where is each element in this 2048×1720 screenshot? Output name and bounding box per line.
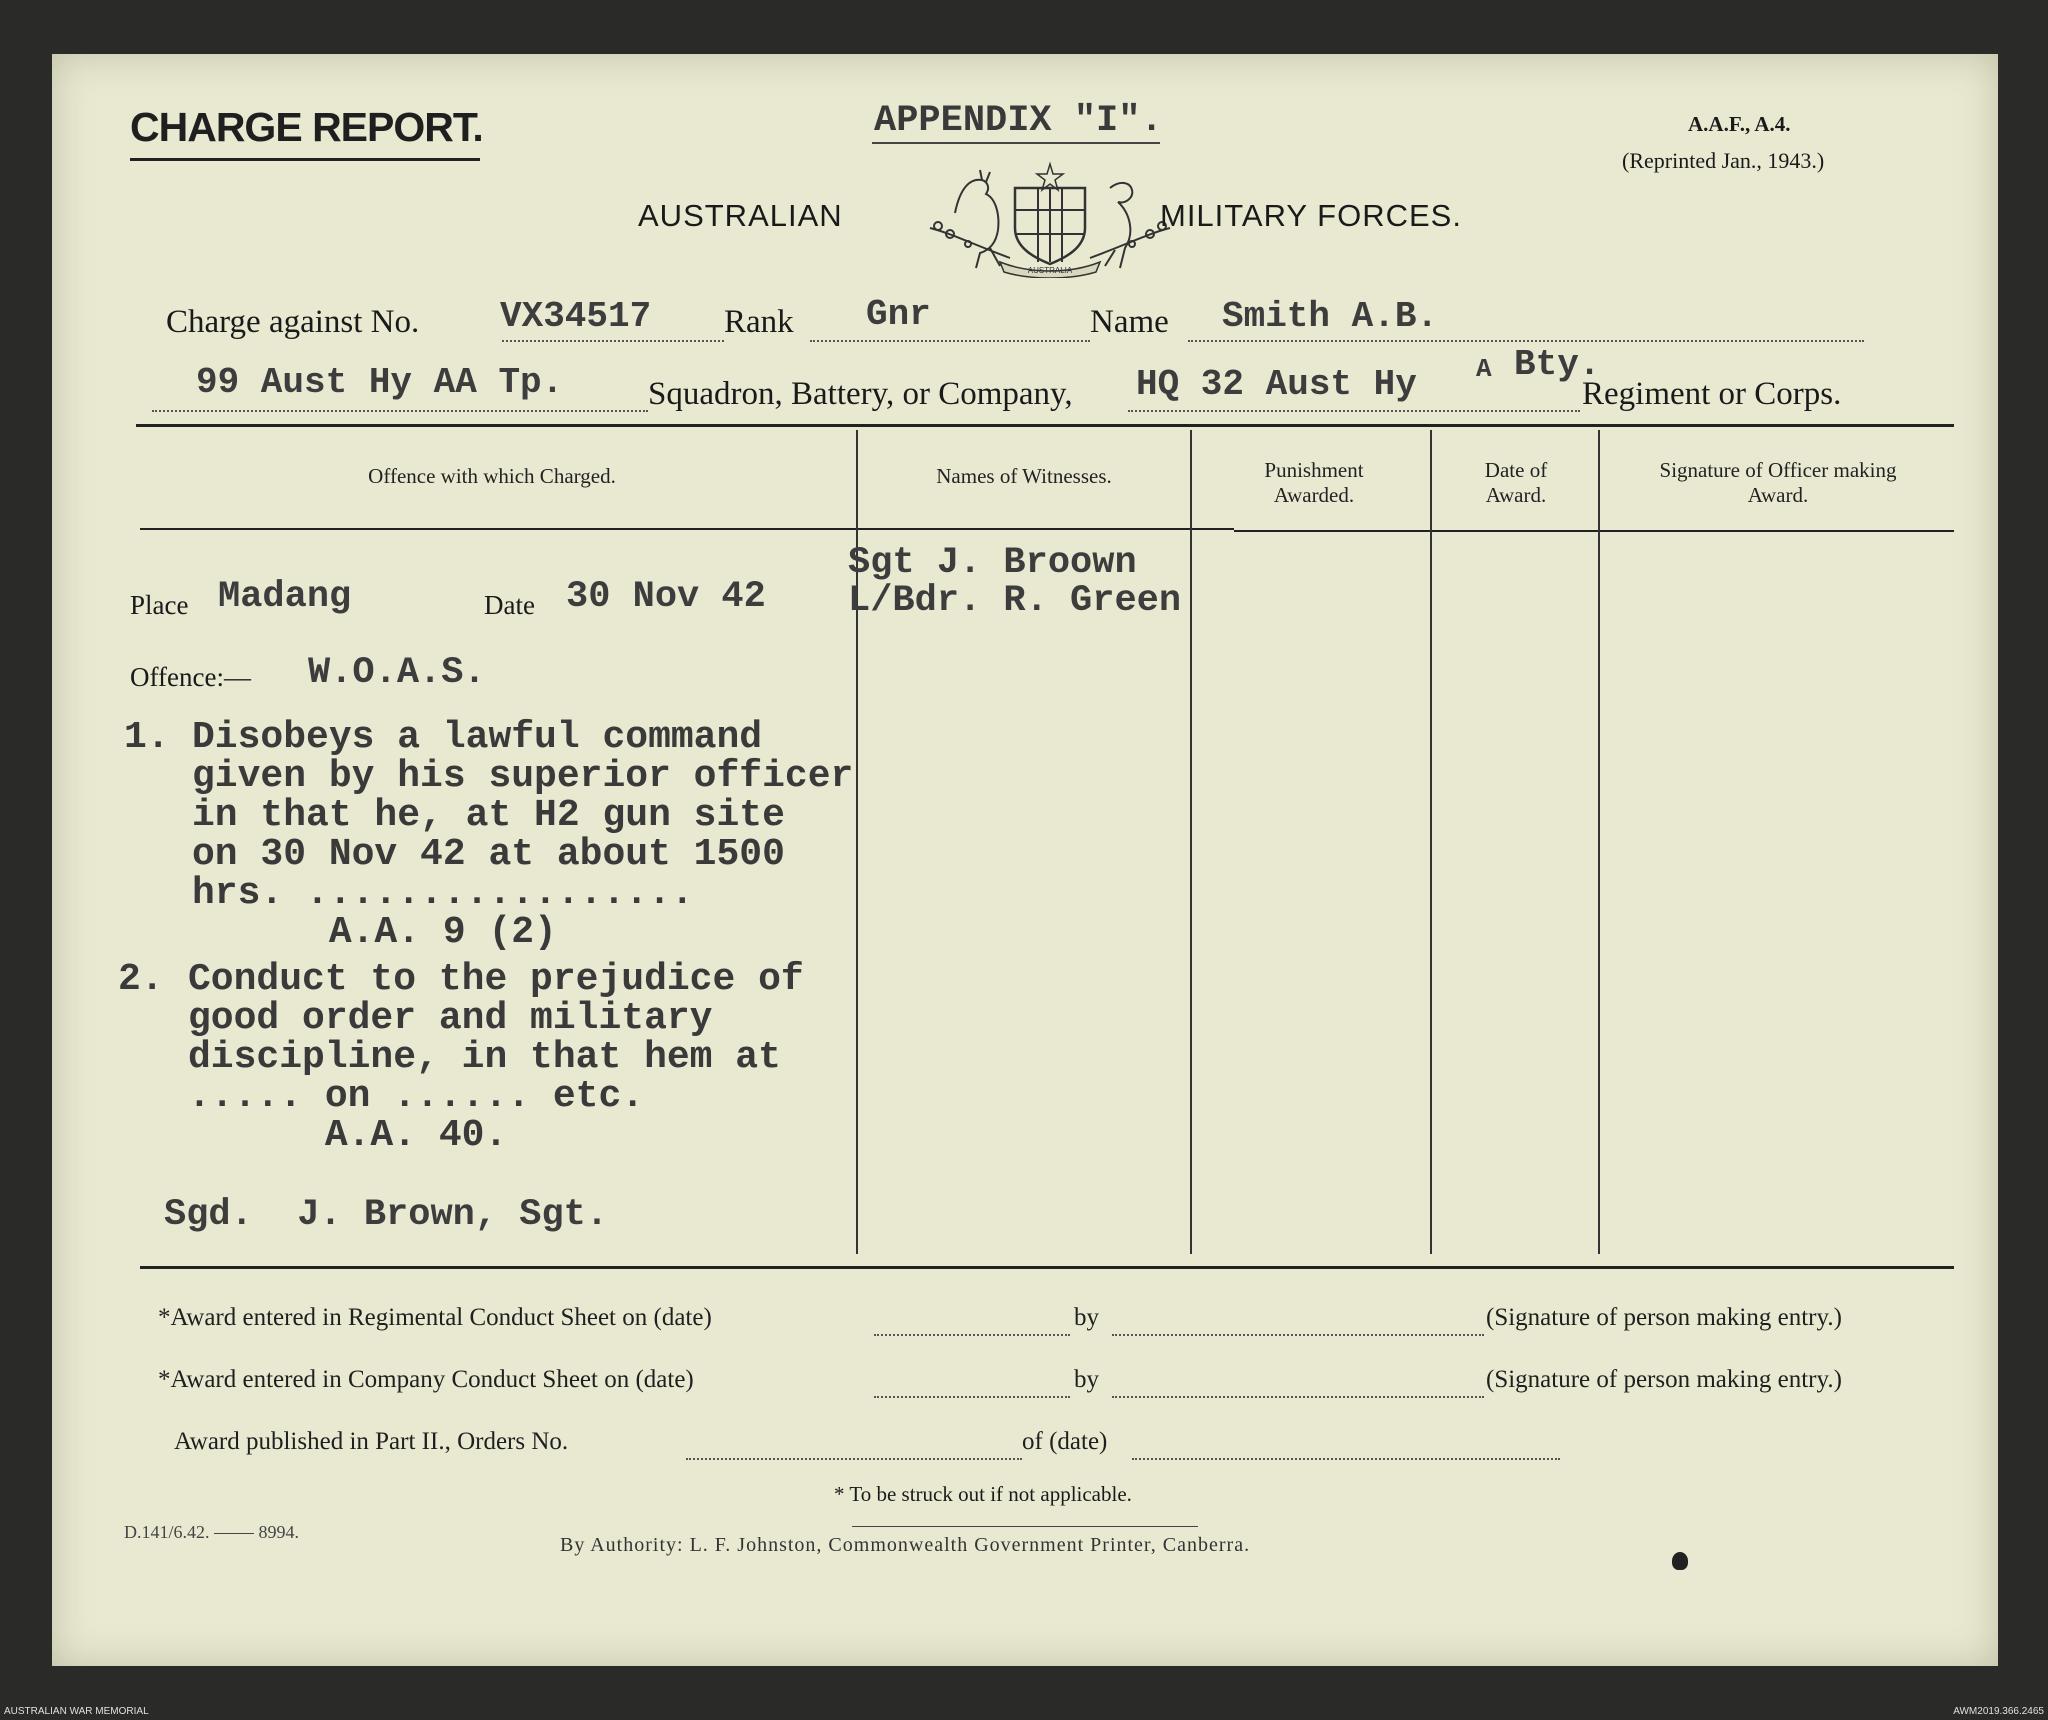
crest-motto: AUSTRALIA bbox=[1027, 266, 1073, 275]
caption-right: AWM2019.366.2465 bbox=[1953, 1706, 2044, 1717]
regimental-date-field bbox=[874, 1334, 1070, 1336]
appendix-stamp: APPENDIX "I". bbox=[874, 100, 1163, 142]
published-date-label: of (date) bbox=[1022, 1428, 1108, 1455]
orders-number-field bbox=[686, 1458, 1022, 1460]
name-label: Name bbox=[1090, 304, 1169, 340]
item2-line: good order and military bbox=[188, 997, 713, 1040]
item1-line: in that he, at H2 gun site bbox=[192, 794, 785, 837]
org-left: AUSTRALIAN bbox=[638, 198, 843, 233]
item1-number: 1. bbox=[124, 716, 170, 759]
regiment-value: HQ 32 Aust Hy bbox=[1136, 364, 1417, 405]
regimental-signature-label: (Signature of person making entry.) bbox=[1486, 1304, 1842, 1331]
item1-line: Disobeys a lawful command bbox=[192, 716, 763, 759]
company-signature-field bbox=[1112, 1396, 1484, 1398]
regimental-entry-label: *Award entered in Regimental Conduct Sheet on (date) bbox=[158, 1304, 712, 1331]
column-divider-2 bbox=[1190, 430, 1192, 1254]
date-value: 30 Nov 42 bbox=[566, 576, 766, 618]
service-number: VX34517 bbox=[500, 296, 652, 337]
item1-line: given by his superior officer bbox=[192, 755, 854, 798]
rank-value: Gnr bbox=[866, 294, 931, 335]
regiment-superscript: A bbox=[1476, 354, 1492, 384]
table-top-rule bbox=[136, 424, 1954, 427]
company-by-label: by bbox=[1074, 1366, 1099, 1393]
item1-line: A.A. 9 (2) bbox=[192, 911, 557, 954]
column-divider-4 bbox=[1598, 430, 1600, 1254]
charge-label: Charge against No. bbox=[166, 304, 420, 340]
regiment-underline bbox=[1128, 410, 1580, 412]
unit-underline bbox=[152, 410, 648, 412]
regimental-by-label: by bbox=[1074, 1304, 1099, 1331]
offence-label: Offence:— bbox=[130, 662, 251, 692]
title-underline bbox=[130, 158, 480, 161]
signed-by: Sgd. J. Brown, Sgt. bbox=[164, 1194, 609, 1236]
company-signature-label: (Signature of person making entry.) bbox=[1486, 1366, 1842, 1393]
org-right: MILITARY FORCES. bbox=[1160, 198, 1462, 233]
reprint-note: (Reprinted Jan., 1943.) bbox=[1622, 148, 1825, 173]
place-label: Place bbox=[130, 590, 189, 620]
item1-line: on 30 Nov 42 at about 1500 bbox=[192, 833, 785, 876]
unit-value: 99 Aust Hy AA Tp. bbox=[196, 362, 564, 403]
item2-line: Conduct to the prejudice of bbox=[188, 958, 804, 1001]
rank-underline bbox=[810, 340, 1090, 342]
header-rule-left bbox=[140, 528, 1234, 530]
item2-text bbox=[188, 960, 804, 1155]
regiment-label: Regiment or Corps. bbox=[1582, 376, 1842, 412]
header-date: Date of Award. bbox=[1484, 458, 1548, 507]
charge-report-form bbox=[52, 54, 1998, 1666]
item1-line: hrs. ................. bbox=[192, 872, 694, 915]
header-signature: Signature of Officer making Award. bbox=[1659, 458, 1897, 507]
strike-out-note: * To be struck out if not applicable. bbox=[834, 1482, 1132, 1506]
squadron-label: Squadron, Battery, or Company, bbox=[648, 376, 1073, 412]
rank-label: Rank bbox=[724, 304, 794, 340]
offence-code: W.O.A.S. bbox=[308, 652, 486, 694]
table-bottom-rule bbox=[140, 1266, 1954, 1269]
form-title: CHARGE REPORT. bbox=[130, 104, 483, 150]
header-rule-right bbox=[1234, 530, 1954, 532]
caption-left: AUSTRALIAN WAR MEMORIAL bbox=[4, 1706, 149, 1717]
item1-text bbox=[192, 718, 853, 952]
item2-line: A.A. 40. bbox=[188, 1114, 508, 1157]
witness-1: Sgt J. Broown bbox=[848, 542, 1137, 584]
company-date-field bbox=[874, 1396, 1070, 1398]
column-divider-3 bbox=[1430, 430, 1432, 1254]
header-witnesses: Names of Witnesses. bbox=[936, 464, 1112, 488]
witness-2: L/Bdr. R. Green bbox=[848, 580, 1182, 622]
header-punishment: Punishment Awarded. bbox=[1264, 458, 1364, 507]
coat-of-arms-icon bbox=[910, 158, 1190, 278]
place-value: Madang bbox=[218, 576, 352, 618]
appendix-underline bbox=[872, 142, 1160, 144]
authority-line: By Authority: L. F. Johnston, Commonwealth Government Printer, Canberra. bbox=[560, 1534, 1251, 1556]
print-code-b: 8994. bbox=[258, 1522, 299, 1542]
published-label: Award published in Part II., Orders No. bbox=[174, 1428, 569, 1455]
published-date-field bbox=[1132, 1458, 1560, 1460]
header-offence: Offence with which Charged. bbox=[368, 464, 616, 488]
item2-line: discipline, in that hem at bbox=[188, 1036, 781, 1079]
form-code: A.A.F., A.4. bbox=[1688, 112, 1791, 136]
name-value: Smith A.B. bbox=[1222, 296, 1439, 337]
item2-number: 2. bbox=[118, 958, 164, 1001]
print-code-a: D.141/6.42. bbox=[124, 1522, 210, 1542]
regimental-signature-field bbox=[1112, 1334, 1484, 1336]
regiment-tail: Bty. bbox=[1514, 344, 1601, 385]
note-rule bbox=[852, 1526, 1198, 1527]
company-entry-label: *Award entered in Company Conduct Sheet on (date) bbox=[158, 1366, 694, 1393]
print-code bbox=[124, 1522, 299, 1543]
number-underline bbox=[502, 340, 724, 342]
punch-hole bbox=[1672, 1552, 1688, 1570]
item2-line: ..... on ...... etc. bbox=[188, 1075, 645, 1118]
name-underline bbox=[1188, 340, 1864, 342]
date-label: Date bbox=[484, 590, 535, 620]
